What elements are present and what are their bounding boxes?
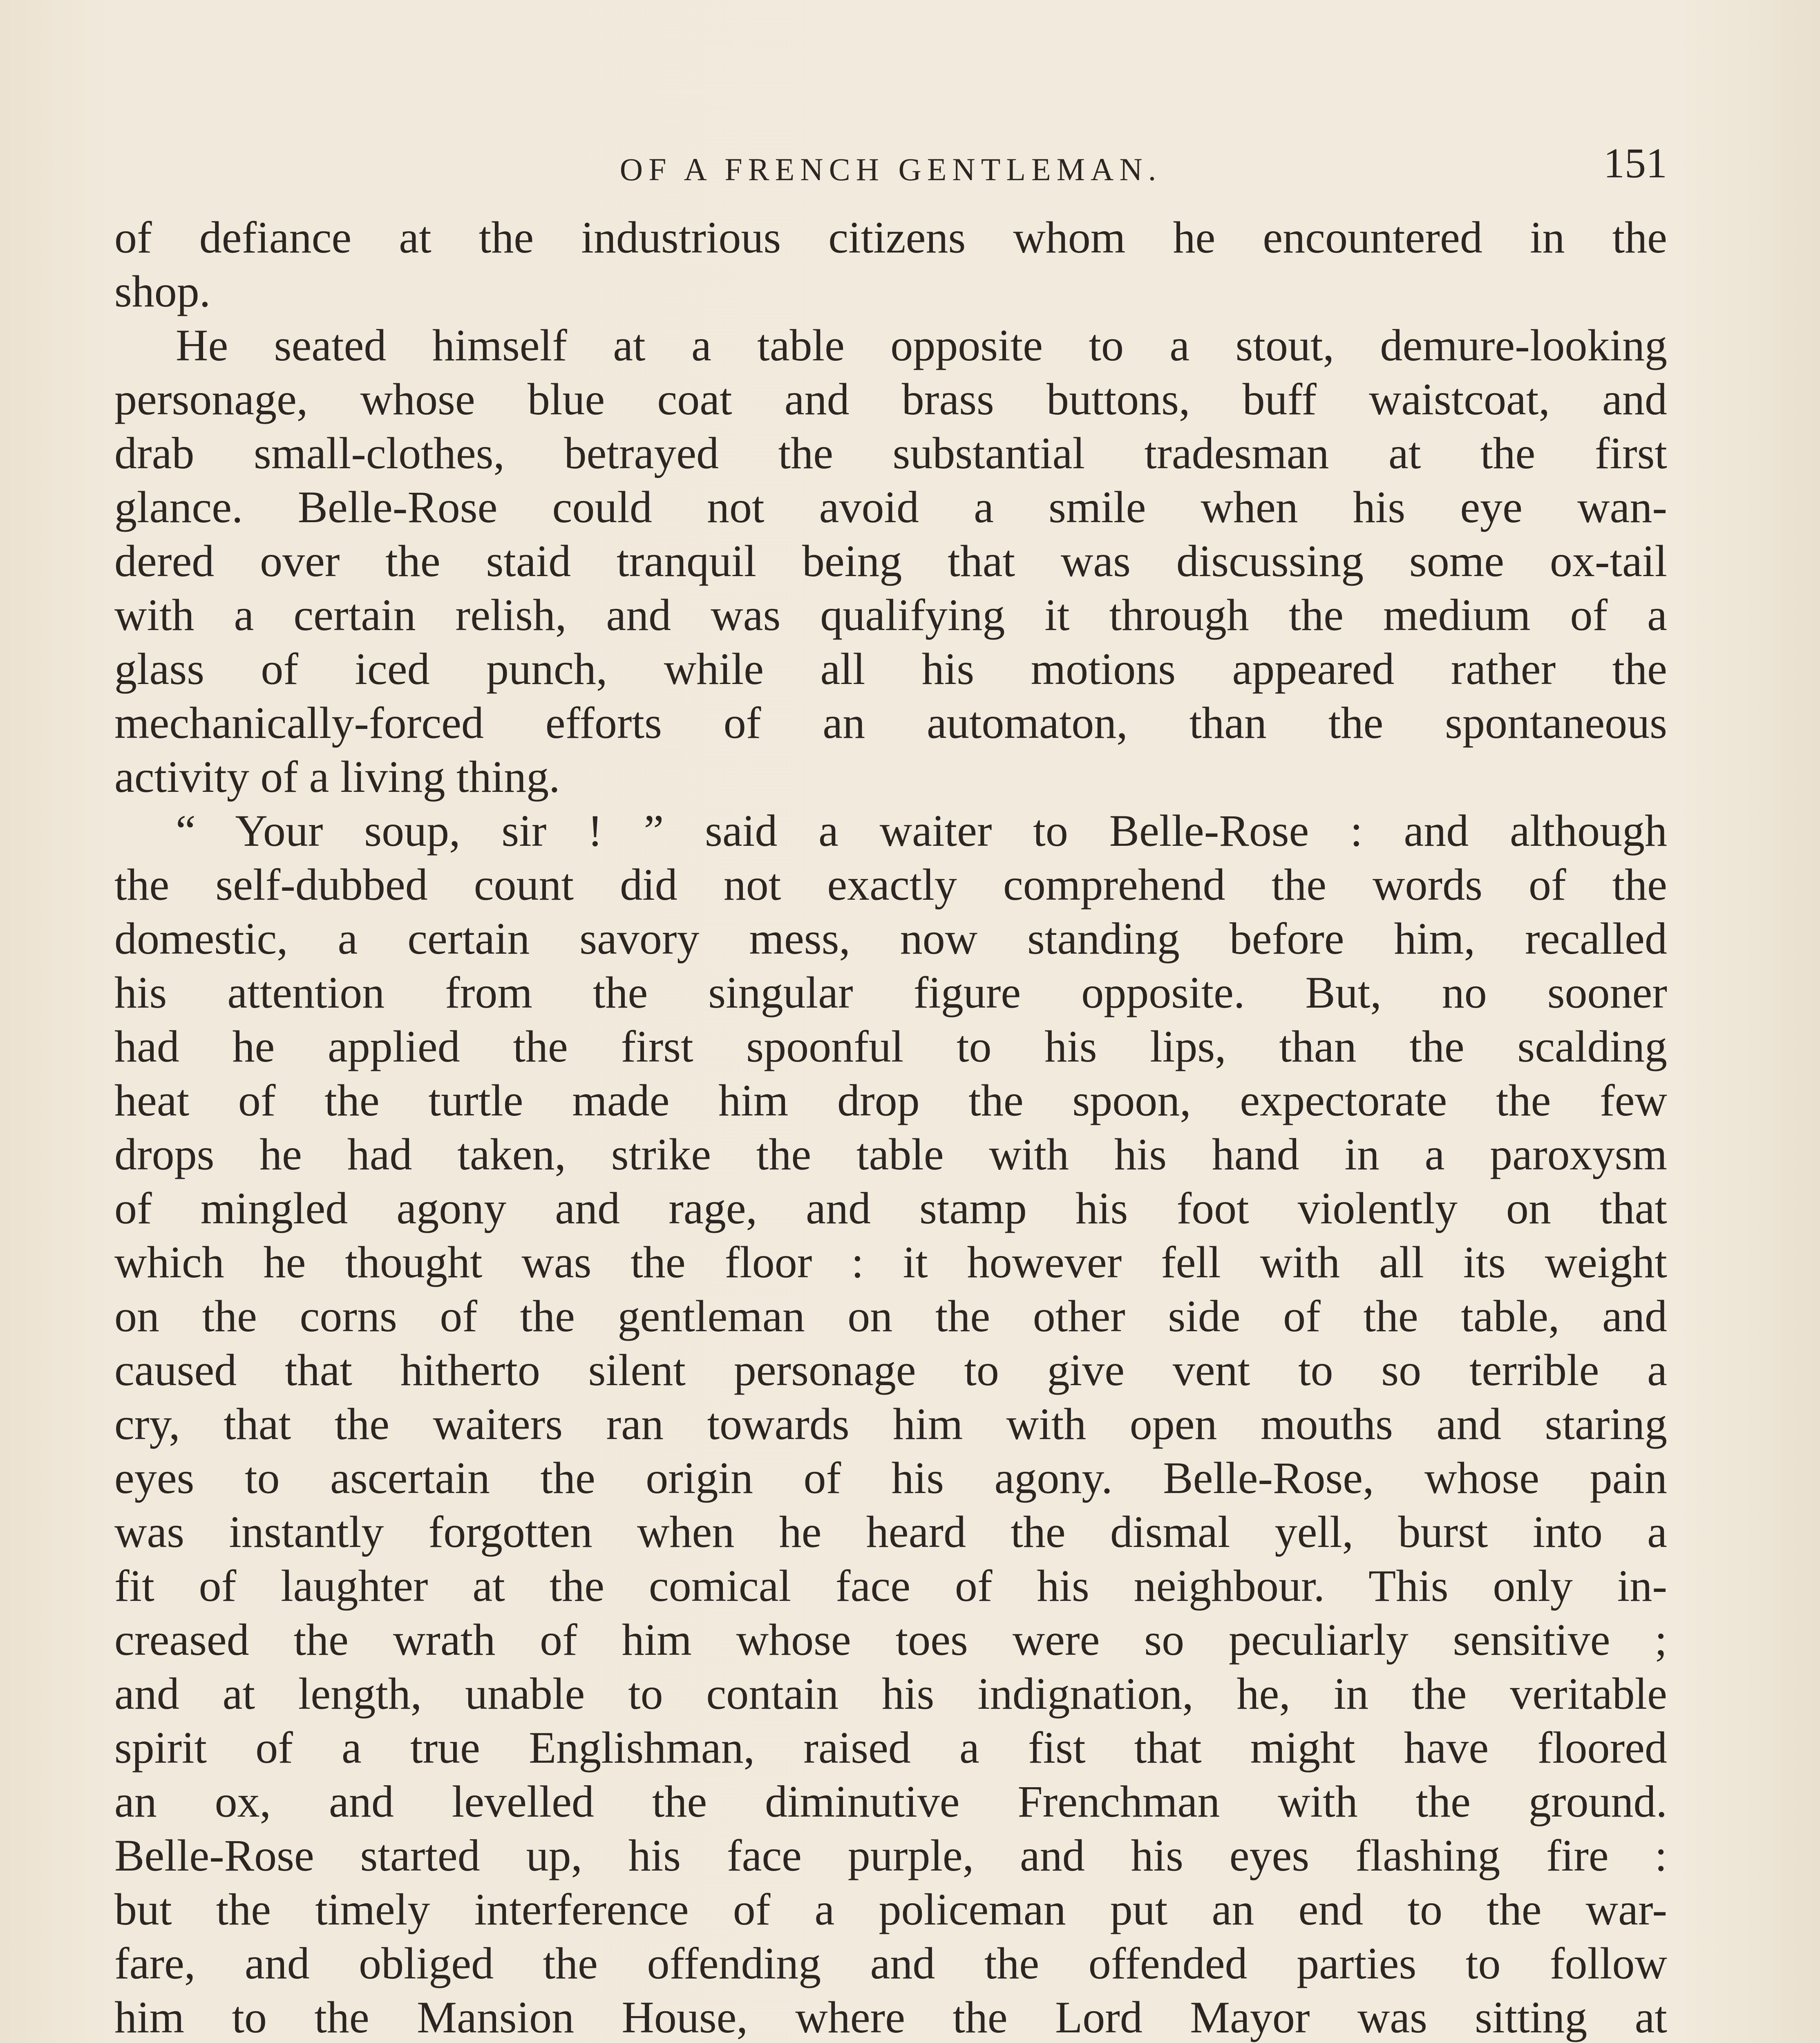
body-text bbox=[114, 210, 1667, 2043]
text-line: glass of iced punch, while all his motions appeared rather the bbox=[114, 644, 1667, 694]
text-line: caused that hitherto silent personage to give vent to so terrible a bbox=[114, 1345, 1667, 1395]
text-line: of defiance at the industrious citizens whom he encountered in the bbox=[114, 212, 1667, 262]
text-line: fare, and obliged the offending and the offended parties to follow bbox=[114, 1938, 1667, 1988]
text-line: fit of laughter at the comical face of his neighbour. This only in- bbox=[114, 1561, 1667, 1611]
text-line: with a certain relish, and was qualifying it through the medium of a bbox=[114, 590, 1667, 640]
text-line: shop. bbox=[114, 266, 211, 316]
text-line: activity of a living thing. bbox=[114, 752, 560, 802]
page-number: 151 bbox=[1603, 140, 1667, 187]
text-line: drab small-clothes, betrayed the substantial tradesman at the first bbox=[114, 428, 1667, 478]
text-line: personage, whose blue coat and brass buttons, buff waistcoat, and bbox=[114, 374, 1667, 424]
text-line: cry, that the waiters ran towards him with open mouths and staring bbox=[114, 1399, 1667, 1449]
text-line: which he thought was the floor : it however fell with all its weight bbox=[114, 1237, 1667, 1287]
text-line: on the corns of the gentleman on the other side of the table, and bbox=[114, 1291, 1667, 1341]
text-line: creased the wrath of him whose toes were so peculiarly sensitive ; bbox=[114, 1615, 1667, 1665]
running-head bbox=[114, 135, 1667, 196]
text-line: the self-dubbed count did not exactly comprehend the words of the bbox=[114, 860, 1667, 910]
text-line: but the timely interference of a policeman put an end to the war- bbox=[114, 1884, 1667, 1934]
text-line: and at length, unable to contain his indignation, he, in the veritable bbox=[114, 1669, 1667, 1719]
text-line: dered over the staid tranquil being that was discussing some ox-tail bbox=[114, 536, 1667, 586]
text-line: heat of the turtle made him drop the spoon, expectorate the few bbox=[114, 1075, 1667, 1125]
text-line: was instantly forgotten when he heard the dismal yell, burst into a bbox=[114, 1507, 1667, 1557]
text-line: him to the Mansion House, where the Lord Mayor was sitting at bbox=[114, 1992, 1667, 2042]
text-line: his attention from the singular figure opposite. But, no sooner bbox=[114, 968, 1667, 1017]
text-line: “ Your soup, sir ! ” said a waiter to Belle-Rose : and although bbox=[176, 806, 1667, 856]
text-line: an ox, and levelled the diminutive Frenchman with the ground. bbox=[114, 1777, 1667, 1826]
text-line: eyes to ascertain the origin of his agony. Belle-Rose, whose pain bbox=[114, 1453, 1667, 1503]
text-line: drops he had taken, strike the table with his hand in a paroxysm bbox=[114, 1129, 1667, 1179]
text-line: domestic, a certain savory mess, now standing before him, recalled bbox=[114, 914, 1667, 963]
running-title: OF A FRENCH GENTLEMAN. bbox=[619, 152, 1162, 187]
text-line: mechanically-forced efforts of an automaton, than the spontaneous bbox=[114, 698, 1667, 748]
text-line: of mingled agony and rage, and stamp his foot violently on that bbox=[114, 1183, 1667, 1233]
text-line: He seated himself at a table opposite to a stout, demure-looking bbox=[176, 320, 1667, 370]
text-line: glance. Belle-Rose could not avoid a smile when his eye wan- bbox=[114, 482, 1667, 532]
text-line: had he applied the first spoonful to his lips, than the scalding bbox=[114, 1022, 1667, 1071]
text-line: Belle-Rose started up, his face purple, and his eyes flashing fire : bbox=[114, 1831, 1667, 1880]
text-line: spirit of a true Englishman, raised a fist that might have floored bbox=[114, 1723, 1667, 1773]
